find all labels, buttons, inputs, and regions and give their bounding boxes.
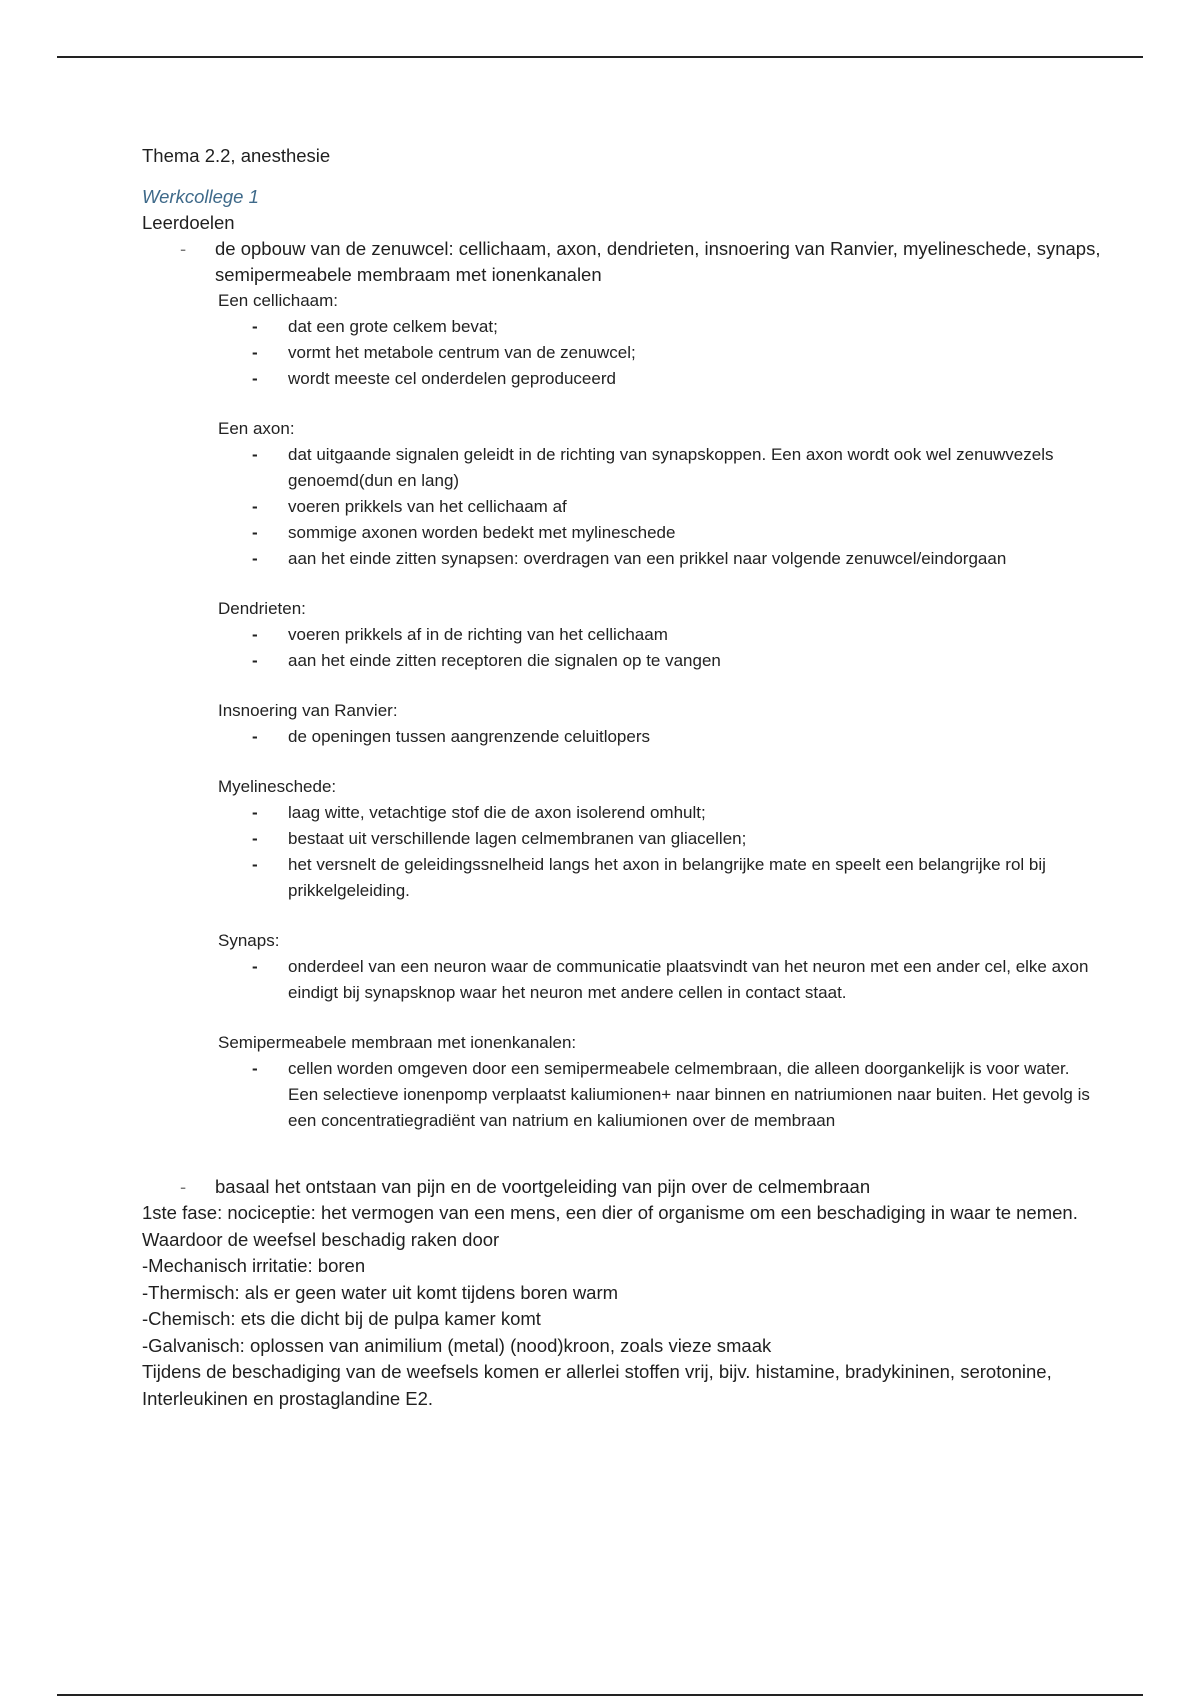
body-paragraph: Waardoor de weefsel beschadig raken door xyxy=(142,1228,500,1250)
list-item: - de openingen tussen aangrenzende celuitlopers xyxy=(218,724,1102,750)
subsection-ranvier xyxy=(218,698,1102,750)
subsection-title: Myelineschede: xyxy=(218,777,337,796)
list-item: - bestaat uit verschillende lagen celmembranen van gliacellen; xyxy=(218,826,1102,852)
document-subtitle: Werkcollege 1 xyxy=(142,186,259,207)
list-item: - cellen worden omgeven door een semipermeabele celmembraan, die alleen doorgankelijk is voor water. Een selectieve ionenpomp verplaatst kaliumionen+ naar binnen en natriumionen naar buiten. Het gevolg is een concentratiegradiënt van natrium en kaliumionen over de membraan xyxy=(218,1056,1102,1134)
body-paragraph: Tijdens de beschadiging van de weefsels komen er allerlei stoffen vrij, bijv. histamine, bradykininen, serotonine, Interleukinen en prostaglandine E2. xyxy=(142,1361,1052,1409)
subsection-list xyxy=(218,724,1102,750)
body-paragraph: -Chemisch: ets die dicht bij de pulpa kamer komt xyxy=(142,1308,541,1329)
list-item: - voeren prikkels van het cellichaam af xyxy=(218,494,1102,520)
pain-explanation xyxy=(142,1200,1102,1412)
learning-goals-list xyxy=(142,236,1102,288)
learning-goal xyxy=(142,1174,1102,1200)
list-item: - voeren prikkels af in de richting van het cellichaam xyxy=(218,622,1102,648)
list-item: - sommige axonen worden bedekt met mylineschede xyxy=(218,520,1102,546)
learning-goal-text: de opbouw van de zenuwcel: cellichaam, axon, dendrieten, insnoering van Ranvier, myelineschede, synaps, semipermeabele membraam met ionenkanalen xyxy=(215,238,1101,285)
list-item: - aan het einde zitten synapsen: overdragen van een prikkel naar volgende zenuwcel/eindorgaan xyxy=(218,546,1102,572)
bottom-rule xyxy=(57,1694,1143,1696)
body-paragraph: -Mechanisch irritatie: boren xyxy=(142,1255,366,1276)
subsection-title: Dendrieten: xyxy=(218,599,306,618)
list-item: - het versnelt de geleidingssnelheid langs het axon in belangrijke mate en speelt een belangrijke rol bij prikkelgeleiding. xyxy=(218,852,1102,904)
body-paragraph: -Thermisch: als er geen water uit komt tijdens boren warm xyxy=(142,1281,619,1303)
learning-goal xyxy=(142,236,1102,288)
subsection-semipermeabele-membraan xyxy=(218,1030,1102,1134)
body-paragraph: -Galvanisch: oplossen van animilium (metal) (nood)kroon, zoals vieze smaak xyxy=(142,1334,772,1356)
subsection-title: Synaps: xyxy=(218,931,280,950)
subsection-list xyxy=(218,314,1102,392)
subsection-synaps xyxy=(218,928,1102,1006)
section-heading-leerdoelen: Leerdoelen xyxy=(142,212,235,233)
subsection-dendrieten xyxy=(218,596,1102,674)
list-item: - laag witte, vetachtige stof die de axon isolerend omhult; xyxy=(218,800,1102,826)
subsection-title: Een cellichaam: xyxy=(218,291,339,310)
subsection-list xyxy=(218,1056,1102,1134)
learning-goal-text: basaal het ontstaan van pijn en de voortgeleiding van pijn over de celmembraan xyxy=(215,1176,871,1197)
subsection-axon xyxy=(218,416,1102,572)
list-item: - aan het einde zitten receptoren die signalen op te vangen xyxy=(218,648,1102,674)
list-item: - vormt het metabole centrum van de zenuwcel; xyxy=(218,340,1102,366)
list-item: - onderdeel van een neuron waar de communicatie plaatsvindt van het neuron met een ander cel, elke axon eindigt bij synapsknop waar het neuron met andere cellen in contact staat. xyxy=(218,954,1102,1006)
subsection-cellichaam xyxy=(218,288,1102,392)
learning-goals-list-2 xyxy=(142,1174,1102,1200)
subsection-title: Semipermeabele membraan met ionenkanalen: xyxy=(218,1033,577,1052)
document-title: Thema 2.2, anesthesie xyxy=(142,145,331,166)
top-rule xyxy=(57,56,1143,58)
list-item: - dat een grote celkem bevat; xyxy=(218,314,1102,340)
subsection-title: Insnoering van Ranvier: xyxy=(218,701,398,720)
body-paragraph: 1ste fase: nociceptie: het vermogen van een mens, een dier of organisme om een beschadiging in waar te nemen. xyxy=(142,1202,1078,1223)
subsection-myelineschede xyxy=(218,774,1102,904)
subsection-list xyxy=(218,800,1102,904)
list-item: - dat uitgaande signalen geleidt in de richting van synapskoppen. Een axon wordt ook wel zenuwvezels genoemd(dun en lang) xyxy=(218,442,1102,494)
subsection-title: Een axon: xyxy=(218,419,295,438)
list-item: - wordt meeste cel onderdelen geproduceerd xyxy=(218,366,1102,392)
subsection-list xyxy=(218,622,1102,674)
document-page xyxy=(142,143,1102,1412)
subsection-list xyxy=(218,954,1102,1006)
subsection-list xyxy=(218,442,1102,572)
